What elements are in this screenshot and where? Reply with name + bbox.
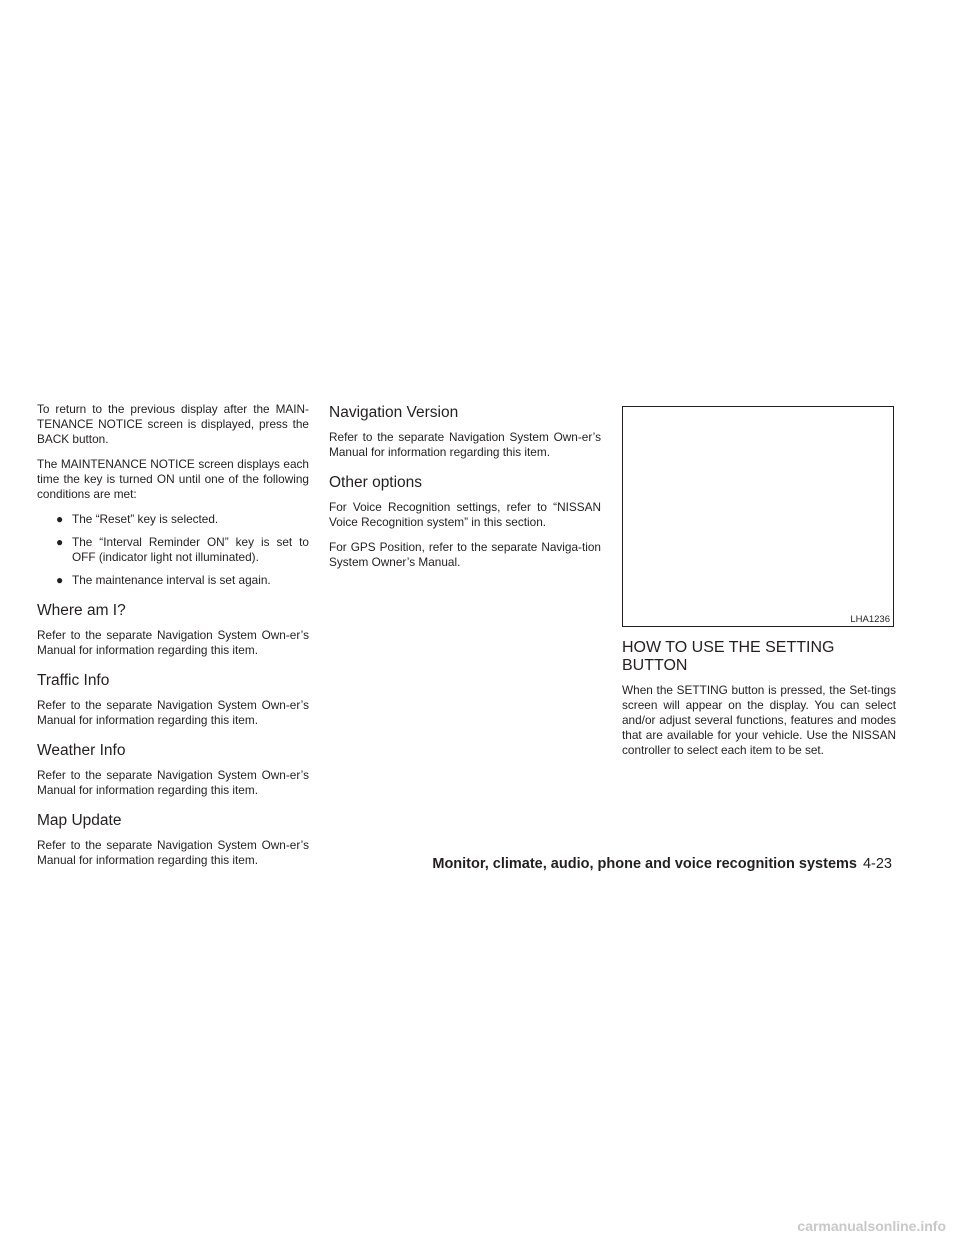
watermark: carmanualsonline.info [797, 1218, 946, 1234]
other-options-heading: Other options [329, 474, 423, 491]
traffic-info-heading: Traffic Info [37, 672, 110, 689]
setting-button-text: When the SETTING button is pressed, the Set-tings screen will appear on the display. You can select and/or adjust several functions, features and modes that are available for your vehicle. Use the NISSAN controller to select each item to be set. [622, 683, 896, 757]
where-am-i-text: Refer to the separate Navigation System Own-er’s Manual for information regarding this item. [37, 628, 309, 657]
navigation-version-heading: Navigation Version [329, 404, 459, 421]
middle-column [329, 402, 601, 580]
setting-button-heading-line-2: BUTTON [622, 657, 688, 674]
page-footer [432, 855, 892, 873]
conditions-list [37, 512, 309, 588]
bullet-icon: ● [56, 573, 64, 587]
list-item [37, 535, 309, 565]
list-item-text: The “Reset” key is selected. [72, 512, 219, 526]
voice-recognition-text: For Voice Recognition settings, refer to “NISSAN Voice Recognition system” in this section. [329, 500, 601, 529]
list-item [37, 512, 309, 527]
footer-section-name: Monitor, climate, audio, phone and voice recognition systems [432, 856, 857, 872]
gps-position-text: For GPS Position, refer to the separate Naviga-tion System Owner’s Manual. [329, 540, 601, 569]
page-number: 4-23 [862, 856, 892, 872]
list-item [37, 573, 309, 588]
navigation-version-text: Refer to the separate Navigation System Own-er’s Manual for information regarding this item. [329, 430, 601, 459]
intro-paragraph-2: The MAINTENANCE NOTICE screen displays each time the key is turned ON until one of the following conditions are met: [37, 457, 309, 501]
weather-info-heading: Weather Info [37, 742, 126, 759]
list-item-text: The maintenance interval is set again. [72, 573, 271, 587]
setting-button-heading [622, 639, 896, 675]
map-update-heading: Map Update [37, 812, 122, 829]
bullet-icon: ● [56, 512, 64, 526]
figure-id: LHA1236 [850, 614, 890, 625]
intro-paragraph-1: To return to the previous display after the MAIN-TENANCE NOTICE screen is displayed, press the BACK button. [37, 402, 309, 446]
list-item-text: The “Interval Reminder ON” key is set to OFF (indicator light not illuminated). [72, 535, 309, 564]
right-column [622, 406, 896, 768]
bullet-icon: ● [56, 535, 64, 549]
weather-info-text: Refer to the separate Navigation System Own-er’s Manual for information regarding this item. [37, 768, 309, 797]
where-am-i-heading: Where am I? [37, 602, 126, 619]
left-column [37, 402, 309, 878]
figure-frame [622, 406, 894, 627]
traffic-info-text: Refer to the separate Navigation System Own-er’s Manual for information regarding this item. [37, 698, 309, 727]
map-update-text: Refer to the separate Navigation System Own-er’s Manual for information regarding this item. [37, 838, 309, 867]
setting-button-heading-line-1: HOW TO USE THE SETTING [622, 639, 835, 656]
